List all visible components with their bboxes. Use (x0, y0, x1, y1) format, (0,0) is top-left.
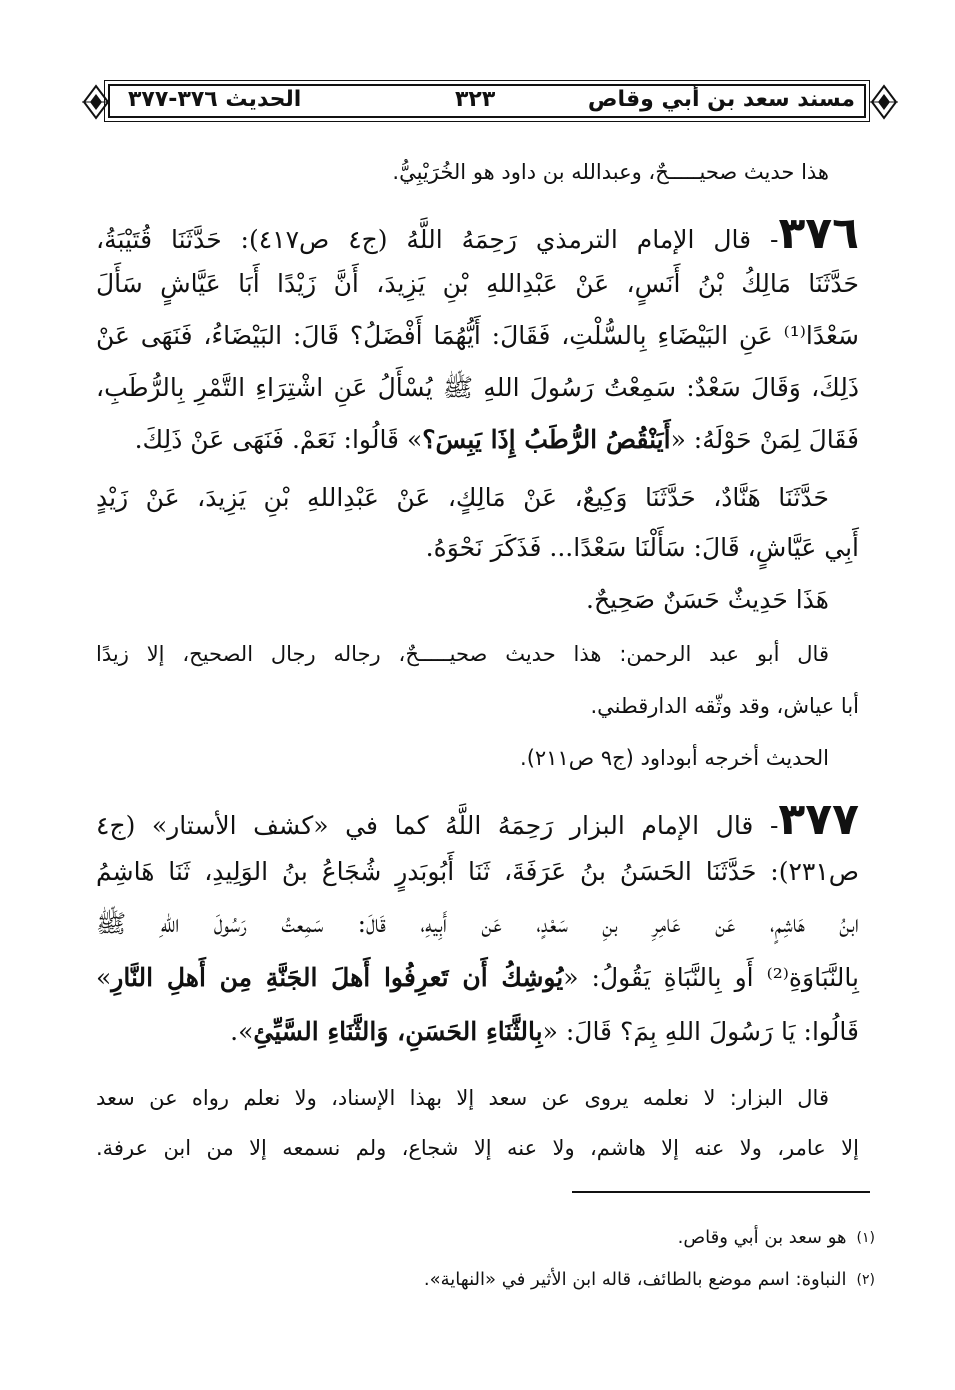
running-title: مسند سعد بن أبي وقاص (587, 87, 855, 112)
text-fragment: » (96, 963, 112, 992)
hadith-377-heading (96, 794, 859, 846)
text-line: - قال الإمام الترمذي رَحِمَهُ اللَّهُ (ج٤ ص٤١٧): حَدَّثَنَا قُتَيْبَةُ، (96, 225, 779, 254)
text-line: أَبِي عَيَّاشٍ، قَالَ: سَأَلْنَا سَعْدًا... فَذَكَرَ نَحْوَهُ. (425, 533, 859, 562)
text-line (135, 420, 859, 460)
prophetic-quote: أَيَنْقُصُ الرُّطَبُ إِذَا يَبِسَ؟ (422, 425, 671, 454)
text-fragment: فَقَالَ لِمَنْ حَوْلَهُ: « (670, 425, 859, 454)
text-fragment: قَالُوا: يَا رَسُولَ اللهِ بِمَ؟ قَالَ: « (542, 1017, 859, 1046)
text-line (96, 958, 859, 998)
footnote-text: النباوة: اسم موضع بالطائف، قاله ابن الأثير في «النهاية». (423, 1269, 847, 1290)
prophetic-quote: يُوشِكُ أَن تَعرِفُوا أَهلَ الجَنَّةِ مِن أَهلِ النَّارِ (111, 963, 564, 992)
text-line: هذا حديث صحيـــــحٌ، وعبدالله بن داود هو الخُرَيْبِيُّ. (392, 160, 829, 184)
footnote-number: (١) (856, 1230, 875, 1246)
page-number: ٣٢٣ (455, 87, 496, 112)
text-line: ابنُ هَاشِمٍ، عَن عَامِرِ بنِ سَعْدٍ، عَن أَبِيهِ، قَالَ: سَمِعتُ رَسُولَ اللهِ ﷺ (96, 909, 859, 938)
text-line: الحديث أخرجه أبوداود (ج٩ ص٢١١). (520, 746, 829, 770)
hadith-number: ٣٧٧ (778, 794, 859, 845)
text-line: - قال الإمام البزار رَحِمَهُ اللَّهُ كما في «كشف الأستار» (ج٤ (96, 811, 779, 840)
text-line: هَذَا حَدِيثٌ حَسَنٌ صَحِيحٌ. (586, 585, 829, 614)
text-line: ذَلِكَ، وَقَالَ سَعْدٌ: سَمِعْتُ رَسُولَ اللهِ ﷺ يُسْأَلُ عَنِ اشْتِرَاءِ التَّمْرِ بِالرُّطَبِ، (96, 373, 859, 402)
hadith-number: ٣٧٦ (778, 208, 860, 259)
footnote-number: (٢) (856, 1272, 875, 1288)
text-line: أبا عياش، وقد وثّقه الدارقطني. (590, 694, 859, 718)
text-fragment: » قَالُوا: نَعَمْ. فَنَهَى عَنْ ذَلِكَ. (134, 425, 423, 454)
text-fragment: بِالنَّبَاوَةِ⁽²⁾ أَو بِالنَّبَاةِ يَقُولُ: « (563, 963, 859, 992)
header-ornament-left-icon (82, 80, 110, 124)
footnote-text: هو سعد بن أبي وقاص. (677, 1227, 847, 1248)
text-line: إلا عامر، ولا عنه إلا هاشم، ولا عنه إلا شجاع، ولم نسمعه إلا من ابن عرفة. (96, 1136, 859, 1160)
text-line: سَعْدًا⁽¹⁾ عَنِ البَيْضَاءِ بِالسُّلْتِ، فَقَالَ: أَيُّهُمَا أَفْضَلُ؟ قَالَ: البَيْضَاءُ، فَنَهَى عَنْ (96, 321, 859, 350)
footnote-2 (424, 1266, 875, 1294)
text-line: قال البزار: لا نعلمه يروى عن سعد إلا بهذا الإسناد، ولا نعلم رواه عن سعد (96, 1086, 829, 1110)
hadith-range: الحديث ٣٧٦-٣٧٧ (128, 87, 302, 112)
text-line (230, 1012, 859, 1052)
text-line: حَدَّثَنَا هَنَّادٌ، حَدَّثَنَا وَكِيعٌ، عَنْ مَالِكٍ، عَنْ عَبْدِاللهِ بْنِ يَزِيدَ، عَنْ زَيْدٍ (96, 483, 829, 512)
text-line: حَدَّثَنَا مَالِكُ بْنُ أَنَسٍ، عَنْ عَبْدِاللهِ بْنِ يَزِيدَ، أَنَّ زَيْدًا أَبَا عَيَّاشٍ سَأَلَ (96, 269, 859, 298)
footnote-rule (572, 1191, 870, 1193)
text-line: قال أبو عبد الرحمن: هذا حديث صحيـــــحٌ، رجاله رجال الصحيح، إلا زيدًا (96, 642, 829, 666)
header-ornament-right-icon (870, 80, 898, 124)
hadith-376-heading (96, 208, 860, 260)
prophetic-quote: بِالثَّنَاءِ الحَسَنِ، وَالثَّنَاءِ السَّيِّئِ (253, 1017, 543, 1046)
text-fragment: ». (230, 1017, 254, 1046)
text-line: ص٢٣١): حَدَّثَنَا الحَسَنُ بنُ عَرَفَةَ، ثَنَا أَبُوبَدرٍ شُجَاعُ بنُ الوَلِيدِ، ثَنَا هَاشِمُ (96, 857, 859, 886)
footnote-1 (678, 1224, 875, 1252)
